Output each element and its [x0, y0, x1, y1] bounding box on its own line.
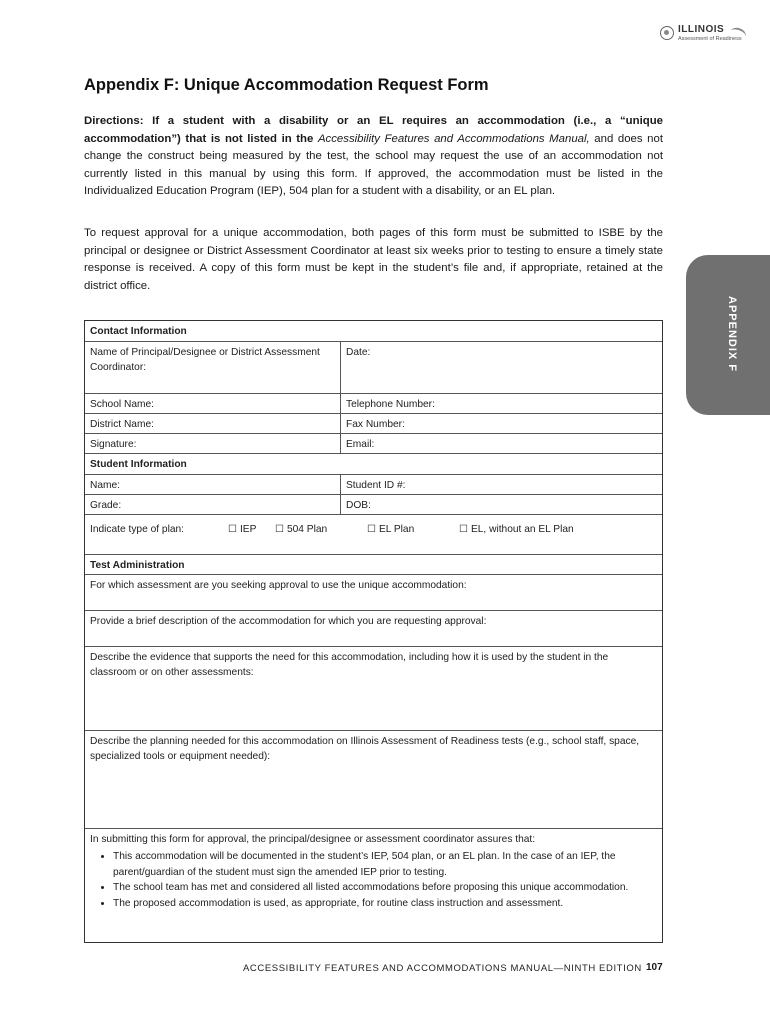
appendix-side-tab-label: APPENDIX F: [726, 296, 738, 373]
email-label: Email:: [346, 439, 375, 450]
evidence-row: [85, 647, 662, 731]
principal-field[interactable]: [85, 342, 341, 393]
planning-field[interactable]: [85, 731, 662, 828]
test-administration-header: Test Administration: [90, 560, 185, 571]
logo-word: ILLINOIS: [678, 24, 725, 35]
contact-header-row: [85, 321, 662, 342]
district-name-label: District Name:: [90, 419, 154, 430]
district-row: [85, 414, 662, 434]
student-header-row: [85, 454, 662, 475]
assurance-section: [85, 829, 662, 942]
grade-label: Grade:: [90, 500, 122, 511]
school-row: [85, 394, 662, 414]
grade-row: [85, 495, 662, 515]
fax-field[interactable]: [341, 414, 662, 433]
date-field[interactable]: [341, 342, 662, 393]
logo-tagline: Assessment of Readiness: [678, 36, 742, 42]
page-title: Appendix F: Unique Accommodation Request Form: [84, 76, 489, 94]
manual-title-italic: Accessibility Features and Accommodations Manual,: [317, 132, 590, 145]
state-seal-icon: [660, 26, 674, 40]
directions-paragraph: [84, 113, 663, 201]
request-form: [84, 320, 663, 943]
description-field[interactable]: [85, 611, 662, 646]
illinois-logo: [660, 22, 750, 48]
directions-bold: Directions: If a student with a disability or an EL requires an accommodation (i.e., a “unique accommodation”) that is not listed in the: [84, 115, 663, 145]
date-label: Date:: [346, 347, 371, 358]
assessment-field[interactable]: [85, 575, 662, 610]
planning-row: [85, 731, 662, 829]
assurance-row: [85, 829, 662, 942]
description-row: [85, 611, 662, 647]
assessment-question: For which assessment are you seeking approval to use the unique accommodation:: [90, 580, 467, 591]
assurance-item: • The school team has met and considered all listed accommodations before proposing this unique accommodation.: [113, 880, 657, 896]
evidence-question: Describe the evidence that supports the need for this accommodation, including how it is used by the student in the classroom or on other assessments:: [90, 652, 609, 678]
district-name-field[interactable]: [85, 414, 341, 433]
assurance-list: [90, 849, 657, 911]
signature-row: [85, 434, 662, 454]
school-name-label: School Name:: [90, 399, 154, 410]
student-header: Student Information: [90, 459, 187, 470]
dob-label: DOB:: [346, 500, 371, 511]
student-name-label: Name:: [90, 480, 121, 491]
fax-label: Fax Number:: [346, 419, 405, 430]
iep-checkbox[interactable]: ☐ IEP: [228, 524, 257, 535]
signature-field[interactable]: [85, 434, 341, 453]
page-number: 107: [646, 962, 663, 973]
footer-text: ACCESSIBILITY FEATURES AND ACCOMMODATIONS MANUAL—NINTH EDITION: [243, 963, 642, 974]
telephone-field[interactable]: [341, 394, 662, 413]
test-header-row: [85, 555, 662, 575]
instructions-paragraph: To request approval for a unique accommodation, both pages of this form must be submitted to ISBE by the principal or designee or District Assessment Coordinator at least six weeks prior to testing to ensure a timely state response is received. A copy of this form must be kept in the student’s file and, if appropriate, retained at the district office.: [84, 227, 663, 292]
student-name-field[interactable]: [85, 475, 341, 494]
plan-type-label: Indicate type of plan:: [90, 524, 185, 535]
student-name-row: [85, 475, 662, 495]
principal-label: Name of Principal/Designee or District Assessment Coordinator:: [90, 347, 320, 373]
el-plan-checkbox[interactable]: ☐ EL Plan: [367, 524, 415, 535]
504-plan-checkbox[interactable]: ☐ 504 Plan: [275, 524, 328, 535]
student-id-label: Student ID #:: [346, 480, 406, 491]
email-field[interactable]: [341, 434, 662, 453]
assurance-item: • This accommodation will be documented in the student’s IEP, 504 plan, or an EL plan. In the case of an IEP, the parent/guardian of the student must sign the amended IEP prior to testing.: [113, 849, 657, 880]
grade-field[interactable]: [85, 495, 341, 514]
student-id-field[interactable]: [341, 475, 662, 494]
contact-header: Contact Information: [90, 326, 187, 337]
plan-type-field: [85, 515, 662, 554]
plan-type-row: [85, 515, 662, 555]
assessment-row: [85, 575, 662, 611]
assurance-item: • The proposed accommodation is used, as appropriate, for routine class instruction and assessment.: [113, 896, 657, 912]
principal-row: [85, 342, 662, 394]
signature-label: Signature:: [90, 439, 137, 450]
planning-question: Describe the planning needed for this accommodation on Illinois Assessment of Readiness tests (e.g., school staff, space, specialized tools or equipment needed):: [90, 736, 640, 762]
description-question: Provide a brief description of the accommodation for which you are requesting approval:: [90, 616, 487, 627]
dob-field[interactable]: [341, 495, 662, 514]
directions-rest: and does not change the construct being measured by the test, the school may request the use of an accommodation not currently listed in this manual by using this form. If approved, the accommodation must be listed in the Individualized Education Program (IEP), 504 plan for a student with a disability, or an EL plan.: [84, 132, 663, 198]
assurance-intro: In submitting this form for approval, the principal/designee or assessment coordinator assures that:: [90, 834, 536, 845]
evidence-field[interactable]: [85, 647, 662, 730]
school-name-field[interactable]: [85, 394, 341, 413]
telephone-label: Telephone Number:: [346, 399, 435, 410]
el-without-plan-checkbox[interactable]: ☐ EL, without an EL Plan: [459, 524, 574, 535]
